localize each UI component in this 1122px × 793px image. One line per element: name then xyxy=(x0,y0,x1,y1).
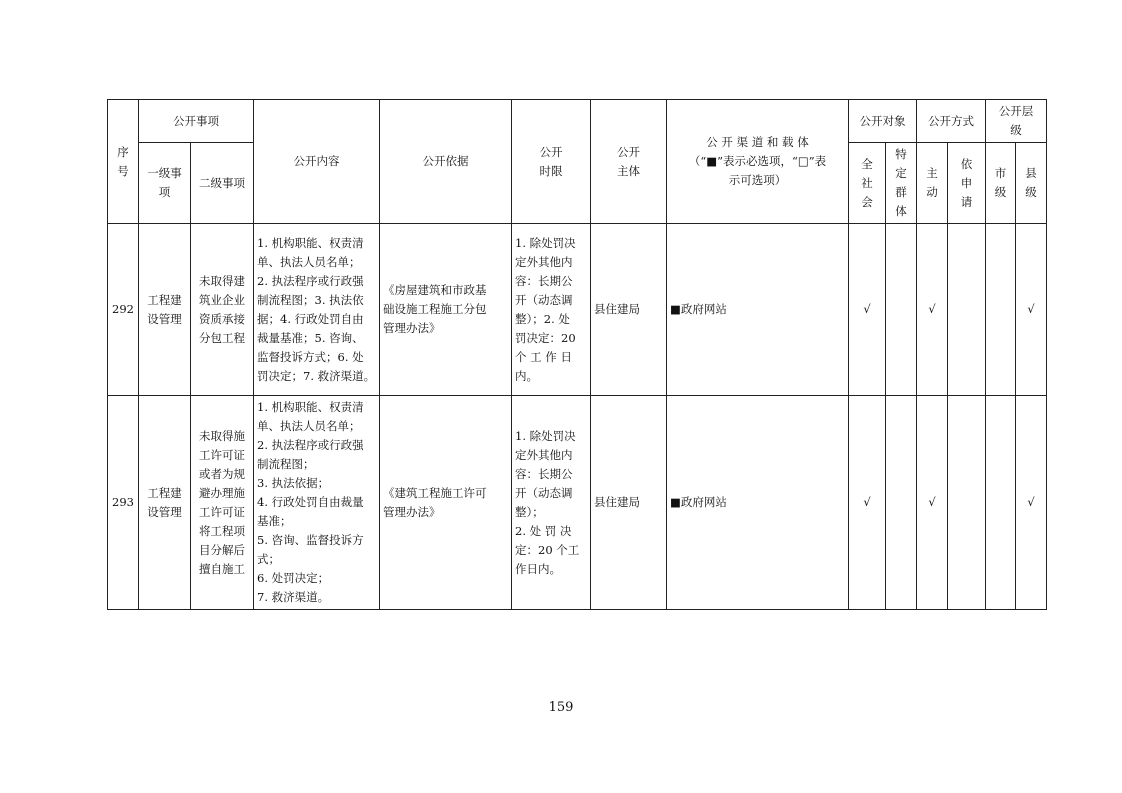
row-audience-specific xyxy=(886,396,917,610)
row-audience-all: √ xyxy=(849,396,886,610)
header-matter: 公开事项 xyxy=(139,100,254,143)
header-channel: 公 开 渠 道 和 载 体 （“■”表示必选项，“□”表 示可选项） xyxy=(667,100,849,224)
table-row xyxy=(108,224,1047,396)
header-level2: 二级事项 xyxy=(191,143,254,224)
row-level-city xyxy=(986,396,1016,610)
header-level1: 一级事 项 xyxy=(139,143,191,224)
header-row-1 xyxy=(108,100,1047,143)
row-time-limit: 1. 除处罚决 定外其他内 容：长期公 开（动态调 整）； 2. 处 罚 决 定：20 个工 作日内。 xyxy=(512,396,591,610)
row-method-active: √ xyxy=(917,396,948,610)
row-level-county: √ xyxy=(1016,396,1047,610)
row-time-limit: 1. 除处罚决 定外其他内 容：长期公 开（动态调 整）；2. 处 罚决定：20 个 工 作 日 内。 xyxy=(512,224,591,396)
row-level1: 工程建 设管理 xyxy=(139,224,191,396)
header-level: 公开层 级 xyxy=(986,100,1047,143)
row-method-active: √ xyxy=(917,224,948,396)
row-subject: 县住建局 xyxy=(591,396,667,610)
header-level-county: 县 级 xyxy=(1016,143,1047,224)
row-audience-specific xyxy=(886,224,917,396)
row-channel: ■政府网站 xyxy=(667,224,849,396)
row-seq: 293 xyxy=(108,396,139,610)
row-method-request xyxy=(948,224,986,396)
header-seq: 序 号 xyxy=(108,100,139,224)
row-channel: ■政府网站 xyxy=(667,396,849,610)
row-method-request xyxy=(948,396,986,610)
row-content: 1. 机构职能、权责清 单、执法人员名单； 2. 执法程序或行政强 制流程图；3. 执法依 据；4. 行政处罚自由 裁量基准；5. 咨询、 监督投诉方式；6. 处 罚决定；7. 救济渠道。 xyxy=(254,224,380,396)
disclosure-table xyxy=(107,99,1047,610)
row-subject: 县住建局 xyxy=(591,224,667,396)
row-basis: 《建筑工程施工许可 管理办法》 xyxy=(380,396,512,610)
row-level1: 工程建 设管理 xyxy=(139,396,191,610)
table-row xyxy=(108,396,1047,610)
row-level2: 未取得建 筑业企业 资质承接 分包工程 xyxy=(191,224,254,396)
header-audience: 公开对象 xyxy=(849,100,917,143)
header-method-active: 主 动 xyxy=(917,143,948,224)
header-time-limit: 公开 时限 xyxy=(512,100,591,224)
row-seq: 292 xyxy=(108,224,139,396)
header-basis: 公开依据 xyxy=(380,100,512,224)
header-subject: 公开 主体 xyxy=(591,100,667,224)
row-level-county: √ xyxy=(1016,224,1047,396)
header-level-city: 市 级 xyxy=(986,143,1016,224)
row-level2: 未取得施 工许可证 或者为规 避办理施 工许可证 将工程项 目分解后 擅自施工 xyxy=(191,396,254,610)
row-level-city xyxy=(986,224,1016,396)
header-method: 公开方式 xyxy=(917,100,986,143)
header-method-request: 依 申 请 xyxy=(948,143,986,224)
header-content: 公开内容 xyxy=(254,100,380,224)
page-number: 159 xyxy=(548,700,574,715)
row-content: 1. 机构职能、权责清 单、执法人员名单； 2. 执法程序或行政强 制流程图； 3. 执法依据； 4. 行政处罚自由裁量 基准； 5. 咨询、监督投诉方 式； 6. 处罚决定； 7. 救济渠道。 xyxy=(254,396,380,610)
row-basis: 《房屋建筑和市政基 础设施工程施工分包 管理办法》 xyxy=(380,224,512,396)
row-audience-all: √ xyxy=(849,224,886,396)
header-audience-all: 全 社 会 xyxy=(849,143,886,224)
header-audience-specific: 特 定 群 体 xyxy=(886,143,917,224)
